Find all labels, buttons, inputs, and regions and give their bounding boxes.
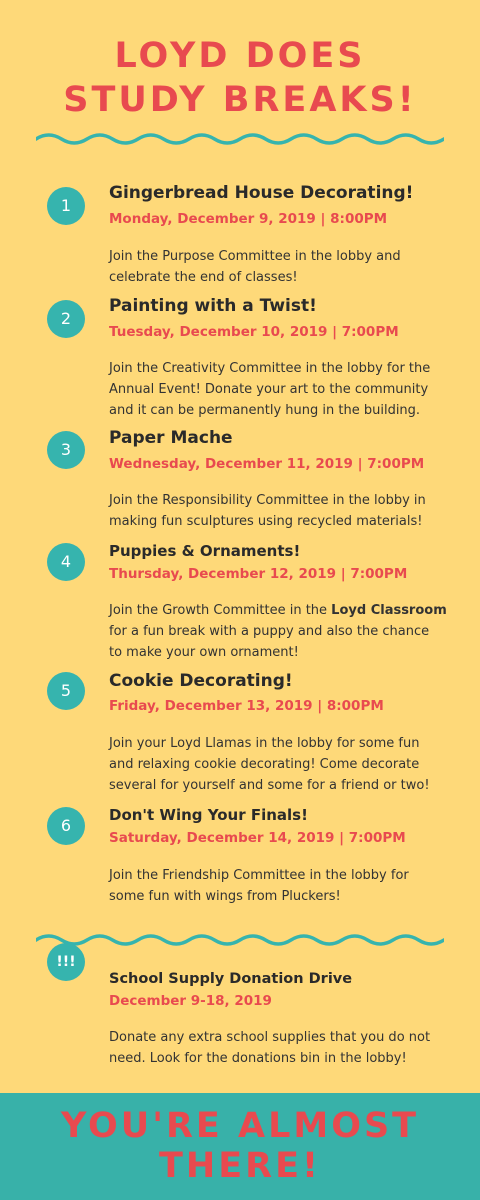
exclamation-badge: !!! — [47, 943, 85, 981]
desc-text: Join the Growth Committee in the — [109, 603, 332, 618]
event-date: Monday, December 9, 2019 | 8:00PM — [109, 211, 388, 227]
footer-line-1: YOU'RE ALMOST — [60, 1106, 420, 1146]
event-number-badge: 3 — [47, 431, 85, 469]
event-description — [109, 865, 454, 907]
event-number-badge: 2 — [47, 300, 85, 338]
event-date: Saturday, December 14, 2019 | 7:00PM — [109, 830, 406, 846]
footer-banner — [0, 1093, 480, 1200]
desc-line — [109, 600, 454, 621]
desc-line: celebrate the end of classes! — [109, 270, 298, 285]
event-description — [109, 358, 454, 421]
wave-divider-bottom — [36, 930, 444, 950]
desc-line: need. Look for the donations bin in the lobby! — [109, 1051, 407, 1066]
event-description — [109, 600, 454, 663]
event-title: Cookie Decorating! — [109, 671, 293, 691]
desc-line: for a fun break with a puppy and also the chance — [109, 624, 430, 639]
desc-line: Donate any extra school supplies that you do not — [109, 1030, 431, 1045]
desc-line: Join the Purpose Committee in the lobby and — [109, 249, 401, 264]
event-description — [109, 246, 454, 288]
event-date: Wednesday, December 11, 2019 | 7:00PM — [109, 456, 425, 472]
event-number-badge: 1 — [47, 187, 85, 225]
event-number-badge: 6 — [47, 807, 85, 845]
event-title: Puppies & Ornaments! — [109, 542, 301, 560]
event-date: Thursday, December 12, 2019 | 7:00PM — [109, 566, 408, 582]
event-date: Tuesday, December 10, 2019 | 7:00PM — [109, 324, 399, 340]
desc-line: Join your Loyd Llamas in the lobby for some fun — [109, 736, 420, 751]
wave-divider-top — [36, 129, 444, 149]
event-description — [109, 733, 454, 796]
desc-line: Join the Creativity Committee in the lobby for the — [109, 361, 431, 376]
desc-line: and it can be permanently hung in the building. — [109, 403, 421, 418]
event-title: Don't Wing Your Finals! — [109, 806, 308, 824]
location-highlight: Loyd Classroom — [331, 603, 447, 618]
event-title: Paper Mache — [109, 428, 233, 448]
desc-line: several for yourself and some for a friend or two! — [109, 778, 430, 793]
page-title — [0, 34, 480, 122]
event-title: Painting with a Twist! — [109, 296, 317, 316]
event-number-badge: 5 — [47, 672, 85, 710]
event-title: Gingerbread House Decorating! — [109, 183, 414, 203]
desc-line: Annual Event! Donate your art to the community — [109, 382, 429, 397]
desc-line: to make your own ornament! — [109, 645, 299, 660]
desc-line: making fun sculptures using recycled materials! — [109, 514, 423, 529]
event-date: Friday, December 13, 2019 | 8:00PM — [109, 698, 384, 714]
event-description — [109, 490, 454, 532]
desc-line: and relaxing cookie decorating! Come decorate — [109, 757, 420, 772]
donation-description — [109, 1027, 454, 1069]
title-line-2: STUDY BREAKS! — [63, 80, 417, 120]
footer-text — [0, 1106, 480, 1186]
event-number-badge: 4 — [47, 543, 85, 581]
title-line-1: LOYD DOES — [114, 36, 366, 76]
donation-date: December 9-18, 2019 — [109, 993, 272, 1009]
desc-line: Join the Responsibility Committee in the lobby in — [109, 493, 426, 508]
donation-title: School Supply Donation Drive — [109, 971, 353, 987]
desc-line: Join the Friendship Committee in the lobby for — [109, 868, 409, 883]
desc-line: some fun with wings from Pluckers! — [109, 889, 341, 904]
footer-line-2: THERE! — [159, 1146, 321, 1186]
